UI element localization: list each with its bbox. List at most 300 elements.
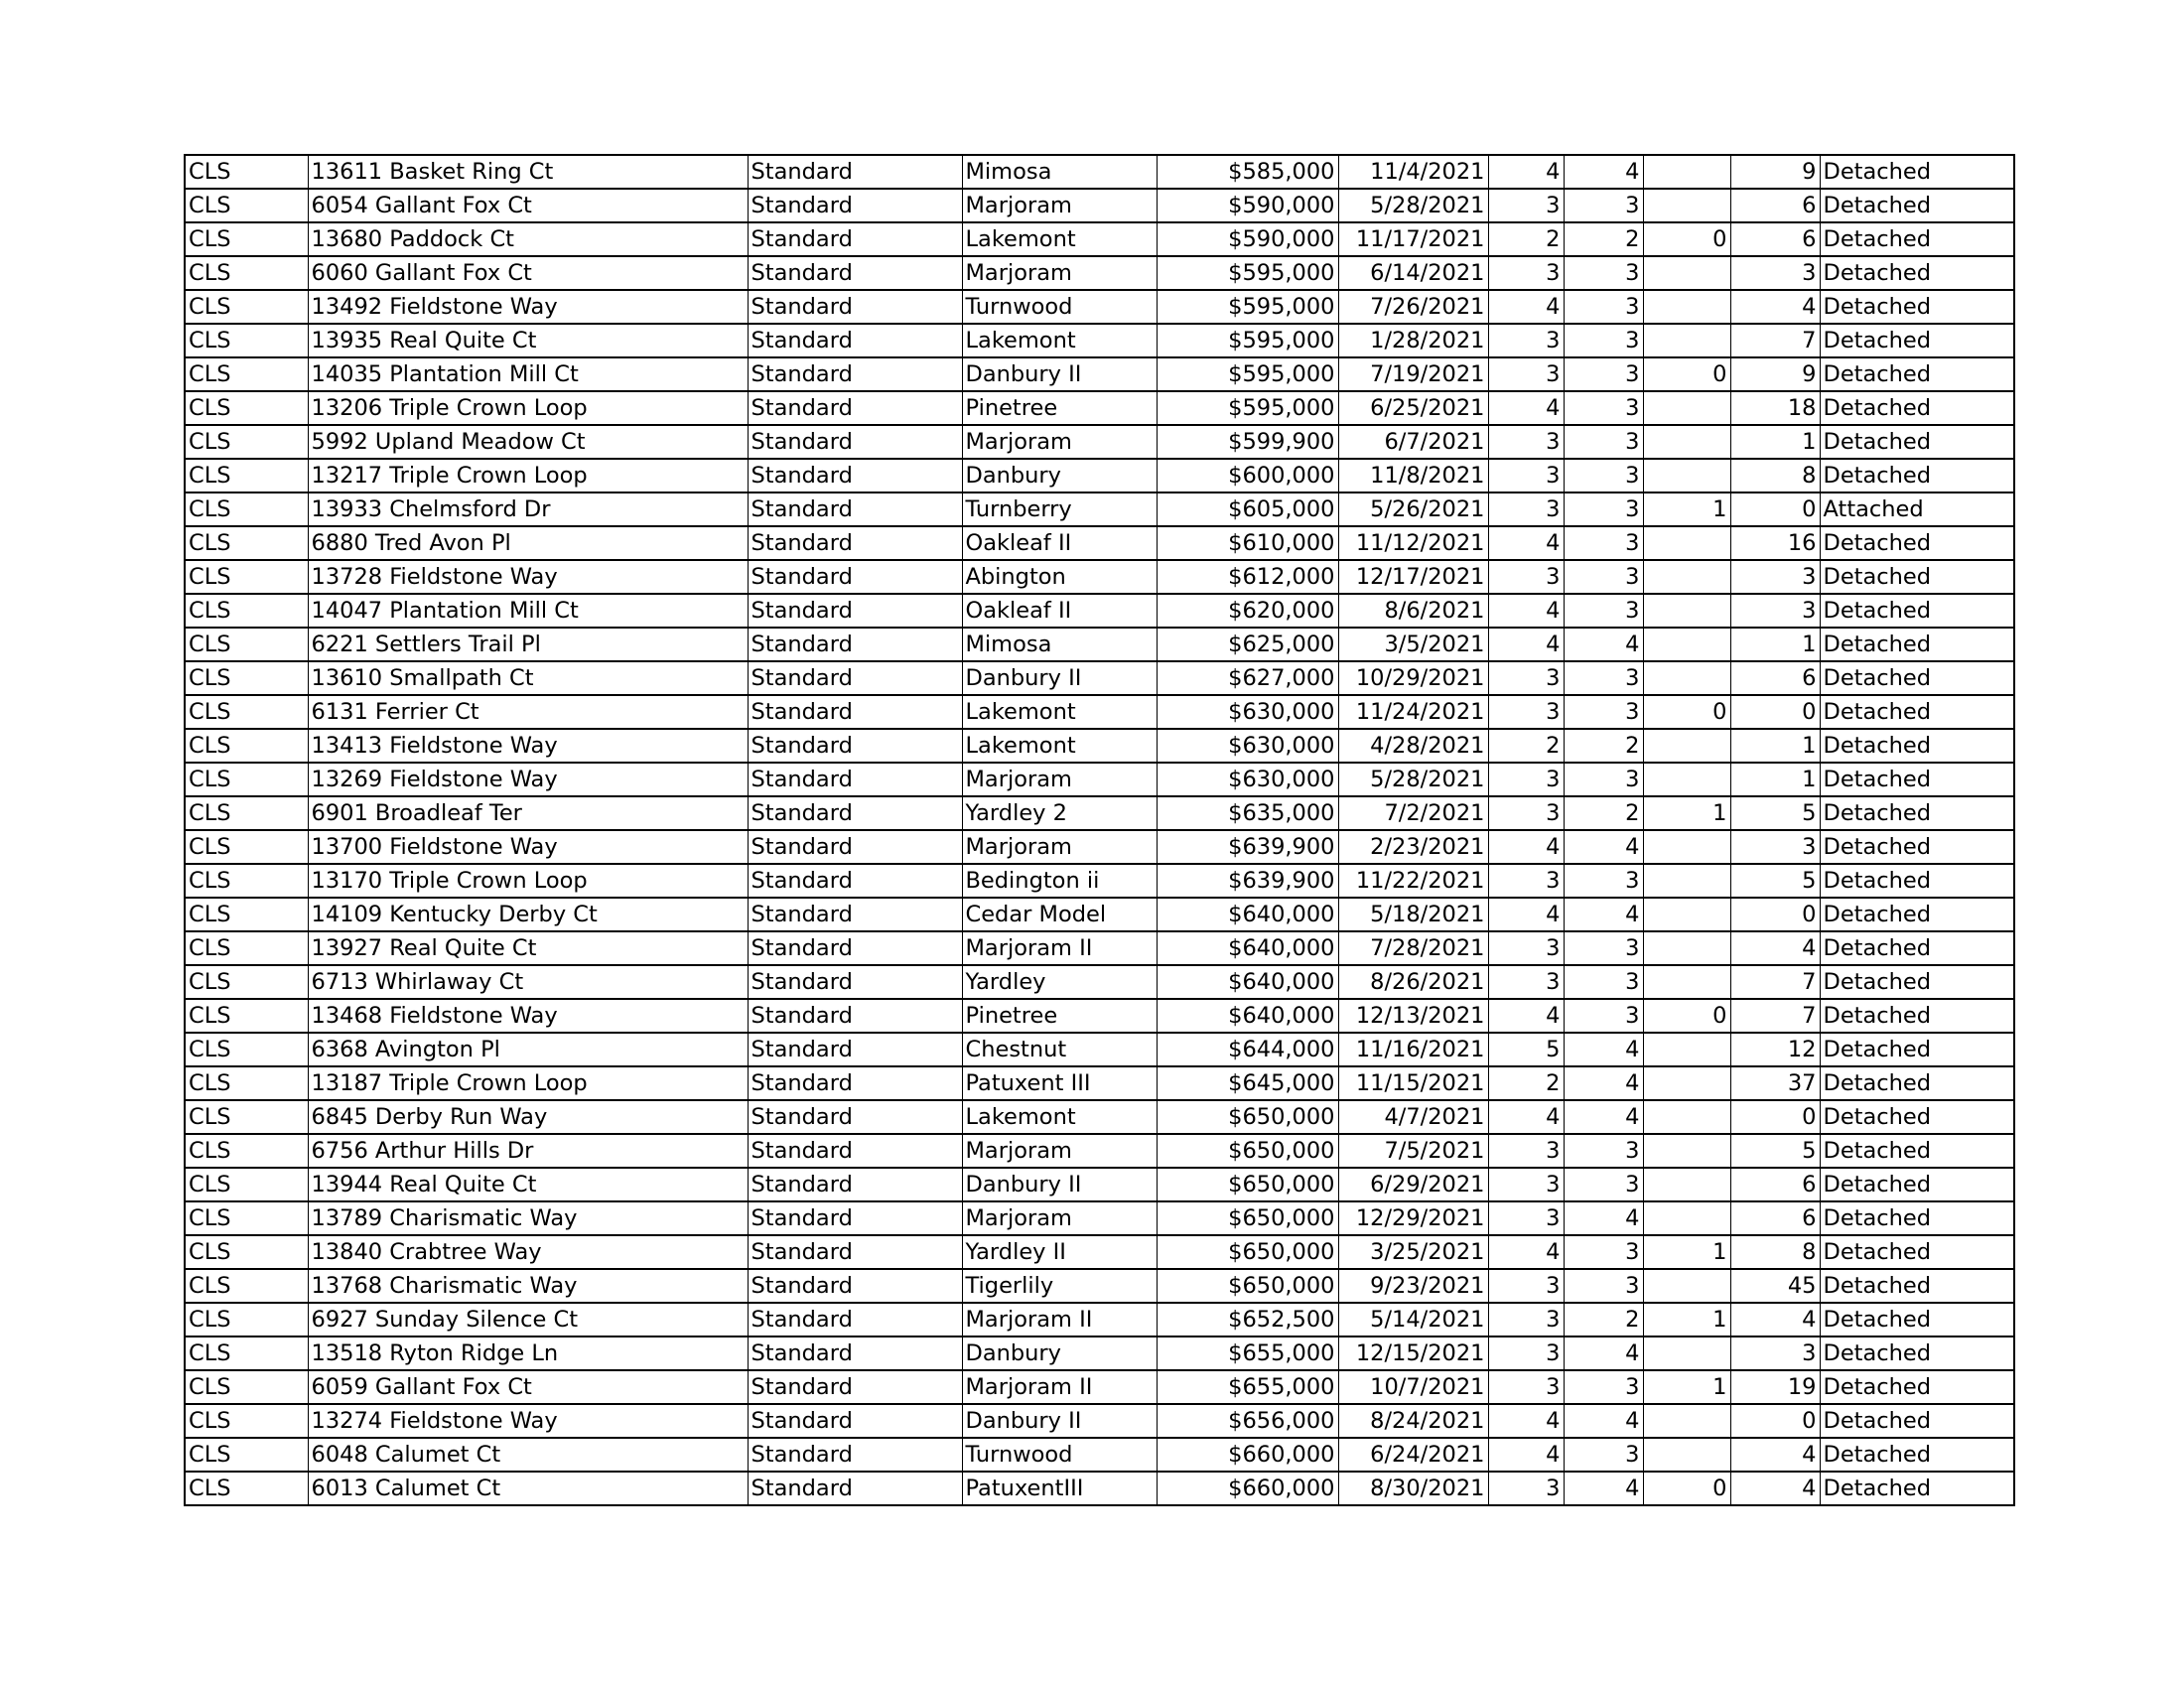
address-cell: 14035 Plantation Mill Ct (308, 357, 748, 391)
days-on-market-cell: 4 (1730, 931, 1820, 965)
address-cell: 13933 Chelmsford Dr (308, 492, 748, 526)
price-cell: $640,000 (1157, 931, 1338, 965)
date-cell: 4/28/2021 (1338, 729, 1488, 763)
address-cell: 13610 Smallpath Ct (308, 661, 748, 695)
area-code-cell: CLS (185, 830, 308, 864)
days-on-market-cell: 3 (1730, 594, 1820, 628)
area-code-cell: CLS (185, 425, 308, 459)
half-baths-cell (1643, 898, 1730, 931)
half-baths-cell (1643, 830, 1730, 864)
address-cell: 6713 Whirlaway Ct (308, 965, 748, 999)
bedrooms-cell: 4 (1488, 526, 1564, 560)
area-code-cell: CLS (185, 931, 308, 965)
area-code-cell: CLS (185, 628, 308, 661)
price-cell: $605,000 (1157, 492, 1338, 526)
model-cell: Pinetree (962, 999, 1157, 1033)
date-cell: 8/24/2021 (1338, 1404, 1488, 1438)
model-cell: Patuxent III (962, 1066, 1157, 1100)
table-row (185, 898, 2014, 931)
days-on-market-cell: 3 (1730, 1336, 1820, 1370)
model-cell: Turnberry (962, 492, 1157, 526)
style-cell: Detached (1820, 695, 2014, 729)
days-on-market-cell: 7 (1730, 324, 1820, 357)
half-baths-cell (1643, 729, 1730, 763)
bedrooms-cell: 3 (1488, 459, 1564, 492)
full-baths-cell: 3 (1564, 492, 1643, 526)
style-cell: Detached (1820, 357, 2014, 391)
area-code-cell: CLS (185, 1168, 308, 1201)
bedrooms-cell: 4 (1488, 830, 1564, 864)
days-on-market-cell: 0 (1730, 1404, 1820, 1438)
days-on-market-cell: 0 (1730, 1100, 1820, 1134)
model-cell: Tigerlily (962, 1269, 1157, 1303)
price-cell: $640,000 (1157, 898, 1338, 931)
date-cell: 5/18/2021 (1338, 898, 1488, 931)
style-cell: Detached (1820, 864, 2014, 898)
price-cell: $612,000 (1157, 560, 1338, 594)
full-baths-cell: 4 (1564, 1201, 1643, 1235)
style-cell: Detached (1820, 999, 2014, 1033)
days-on-market-cell: 16 (1730, 526, 1820, 560)
address-cell: 6059 Gallant Fox Ct (308, 1370, 748, 1404)
price-cell: $595,000 (1157, 391, 1338, 425)
sale-type-cell: Standard (748, 1235, 962, 1269)
price-cell: $639,900 (1157, 864, 1338, 898)
price-cell: $595,000 (1157, 290, 1338, 324)
model-cell: Marjoram II (962, 1370, 1157, 1404)
price-cell: $590,000 (1157, 222, 1338, 256)
days-on-market-cell: 3 (1730, 256, 1820, 290)
table-row (185, 1033, 2014, 1066)
price-cell: $645,000 (1157, 1066, 1338, 1100)
bedrooms-cell: 3 (1488, 1472, 1564, 1505)
days-on-market-cell: 3 (1730, 830, 1820, 864)
area-code-cell: CLS (185, 965, 308, 999)
full-baths-cell: 4 (1564, 1404, 1643, 1438)
model-cell: Yardley II (962, 1235, 1157, 1269)
style-cell: Detached (1820, 1303, 2014, 1336)
half-baths-cell: 0 (1643, 1472, 1730, 1505)
table-row (185, 1235, 2014, 1269)
days-on-market-cell: 18 (1730, 391, 1820, 425)
sale-type-cell: Standard (748, 1201, 962, 1235)
sale-type-cell: Standard (748, 1269, 962, 1303)
days-on-market-cell: 6 (1730, 189, 1820, 222)
style-cell: Detached (1820, 1066, 2014, 1100)
price-cell: $627,000 (1157, 661, 1338, 695)
table-row (185, 1134, 2014, 1168)
half-baths-cell (1643, 628, 1730, 661)
price-cell: $599,900 (1157, 425, 1338, 459)
bedrooms-cell: 4 (1488, 1100, 1564, 1134)
sale-type-cell: Standard (748, 459, 962, 492)
sale-type-cell: Standard (748, 898, 962, 931)
style-cell: Detached (1820, 628, 2014, 661)
sale-type-cell: Standard (748, 695, 962, 729)
full-baths-cell: 3 (1564, 560, 1643, 594)
address-cell: 13170 Triple Crown Loop (308, 864, 748, 898)
date-cell: 11/24/2021 (1338, 695, 1488, 729)
half-baths-cell: 1 (1643, 796, 1730, 830)
area-code-cell: CLS (185, 526, 308, 560)
address-cell: 13492 Fieldstone Way (308, 290, 748, 324)
area-code-cell: CLS (185, 1472, 308, 1505)
address-cell: 13840 Crabtree Way (308, 1235, 748, 1269)
date-cell: 11/16/2021 (1338, 1033, 1488, 1066)
bedrooms-cell: 4 (1488, 1438, 1564, 1472)
table-row (185, 864, 2014, 898)
half-baths-cell (1643, 155, 1730, 189)
days-on-market-cell: 1 (1730, 729, 1820, 763)
full-baths-cell: 3 (1564, 695, 1643, 729)
sale-type-cell: Standard (748, 965, 962, 999)
model-cell: Danbury II (962, 357, 1157, 391)
style-cell: Detached (1820, 560, 2014, 594)
half-baths-cell: 1 (1643, 1303, 1730, 1336)
area-code-cell: CLS (185, 1336, 308, 1370)
bedrooms-cell: 3 (1488, 324, 1564, 357)
model-cell: Lakemont (962, 1100, 1157, 1134)
sale-type-cell: Standard (748, 560, 962, 594)
style-cell: Detached (1820, 796, 2014, 830)
bedrooms-cell: 3 (1488, 1303, 1564, 1336)
full-baths-cell: 3 (1564, 425, 1643, 459)
model-cell: Marjoram (962, 425, 1157, 459)
model-cell: Lakemont (962, 729, 1157, 763)
sale-type-cell: Standard (748, 1066, 962, 1100)
half-baths-cell (1643, 763, 1730, 796)
area-code-cell: CLS (185, 459, 308, 492)
days-on-market-cell: 8 (1730, 1235, 1820, 1269)
model-cell: Yardley 2 (962, 796, 1157, 830)
bedrooms-cell: 3 (1488, 1201, 1564, 1235)
style-cell: Detached (1820, 189, 2014, 222)
date-cell: 1/28/2021 (1338, 324, 1488, 357)
model-cell: Mimosa (962, 155, 1157, 189)
table-row (185, 1168, 2014, 1201)
style-cell: Detached (1820, 1100, 2014, 1134)
style-cell: Detached (1820, 425, 2014, 459)
address-cell: 6756 Arthur Hills Dr (308, 1134, 748, 1168)
model-cell: Danbury (962, 459, 1157, 492)
full-baths-cell: 4 (1564, 1066, 1643, 1100)
half-baths-cell (1643, 256, 1730, 290)
half-baths-cell: 0 (1643, 222, 1730, 256)
date-cell: 5/14/2021 (1338, 1303, 1488, 1336)
table-row (185, 763, 2014, 796)
table-row (185, 1100, 2014, 1134)
area-code-cell: CLS (185, 391, 308, 425)
table-row (185, 1370, 2014, 1404)
address-cell: 6845 Derby Run Way (308, 1100, 748, 1134)
bedrooms-cell: 3 (1488, 560, 1564, 594)
bedrooms-cell: 2 (1488, 1066, 1564, 1100)
model-cell: Marjoram II (962, 1303, 1157, 1336)
price-cell: $656,000 (1157, 1404, 1338, 1438)
sales-table-page (184, 154, 2013, 1506)
address-cell: 6060 Gallant Fox Ct (308, 256, 748, 290)
area-code-cell: CLS (185, 155, 308, 189)
sale-type-cell: Standard (748, 425, 962, 459)
sale-type-cell: Standard (748, 492, 962, 526)
bedrooms-cell: 3 (1488, 1269, 1564, 1303)
price-cell: $660,000 (1157, 1472, 1338, 1505)
bedrooms-cell: 4 (1488, 594, 1564, 628)
days-on-market-cell: 0 (1730, 898, 1820, 931)
half-baths-cell (1643, 1100, 1730, 1134)
style-cell: Detached (1820, 222, 2014, 256)
sale-type-cell: Standard (748, 526, 962, 560)
sale-type-cell: Standard (748, 324, 962, 357)
model-cell: Marjoram (962, 830, 1157, 864)
price-cell: $652,500 (1157, 1303, 1338, 1336)
bedrooms-cell: 4 (1488, 1235, 1564, 1269)
area-code-cell: CLS (185, 1269, 308, 1303)
sale-type-cell: Standard (748, 1438, 962, 1472)
price-cell: $585,000 (1157, 155, 1338, 189)
area-code-cell: CLS (185, 560, 308, 594)
bedrooms-cell: 3 (1488, 189, 1564, 222)
area-code-cell: CLS (185, 324, 308, 357)
full-baths-cell: 3 (1564, 324, 1643, 357)
days-on-market-cell: 12 (1730, 1033, 1820, 1066)
style-cell: Detached (1820, 830, 2014, 864)
sale-type-cell: Standard (748, 931, 962, 965)
sale-type-cell: Standard (748, 256, 962, 290)
full-baths-cell: 3 (1564, 931, 1643, 965)
price-cell: $635,000 (1157, 796, 1338, 830)
full-baths-cell: 3 (1564, 256, 1643, 290)
area-code-cell: CLS (185, 661, 308, 695)
date-cell: 11/8/2021 (1338, 459, 1488, 492)
date-cell: 8/6/2021 (1338, 594, 1488, 628)
date-cell: 5/28/2021 (1338, 763, 1488, 796)
style-cell: Attached (1820, 492, 2014, 526)
date-cell: 11/22/2021 (1338, 864, 1488, 898)
model-cell: PatuxentIII (962, 1472, 1157, 1505)
half-baths-cell (1643, 864, 1730, 898)
area-code-cell: CLS (185, 1404, 308, 1438)
price-cell: $620,000 (1157, 594, 1338, 628)
table-row (185, 830, 2014, 864)
half-baths-cell: 1 (1643, 1235, 1730, 1269)
date-cell: 11/15/2021 (1338, 1066, 1488, 1100)
days-on-market-cell: 45 (1730, 1269, 1820, 1303)
table-row (185, 324, 2014, 357)
model-cell: Danbury (962, 1336, 1157, 1370)
table-row (185, 1066, 2014, 1100)
days-on-market-cell: 6 (1730, 222, 1820, 256)
full-baths-cell: 4 (1564, 1336, 1643, 1370)
full-baths-cell: 3 (1564, 763, 1643, 796)
full-baths-cell: 3 (1564, 1134, 1643, 1168)
days-on-market-cell: 6 (1730, 661, 1820, 695)
table-row (185, 999, 2014, 1033)
model-cell: Turnwood (962, 290, 1157, 324)
bedrooms-cell: 3 (1488, 1168, 1564, 1201)
style-cell: Detached (1820, 1033, 2014, 1066)
model-cell: Yardley (962, 965, 1157, 999)
model-cell: Lakemont (962, 222, 1157, 256)
bedrooms-cell: 3 (1488, 763, 1564, 796)
date-cell: 7/2/2021 (1338, 796, 1488, 830)
days-on-market-cell: 8 (1730, 459, 1820, 492)
model-cell: Lakemont (962, 324, 1157, 357)
table-row (185, 1336, 2014, 1370)
price-cell: $650,000 (1157, 1201, 1338, 1235)
style-cell: Detached (1820, 661, 2014, 695)
date-cell: 10/29/2021 (1338, 661, 1488, 695)
style-cell: Detached (1820, 1472, 2014, 1505)
model-cell: Turnwood (962, 1438, 1157, 1472)
bedrooms-cell: 3 (1488, 965, 1564, 999)
half-baths-cell (1643, 594, 1730, 628)
bedrooms-cell: 4 (1488, 898, 1564, 931)
full-baths-cell: 3 (1564, 357, 1643, 391)
date-cell: 5/28/2021 (1338, 189, 1488, 222)
half-baths-cell (1643, 526, 1730, 560)
price-cell: $630,000 (1157, 729, 1338, 763)
days-on-market-cell: 5 (1730, 864, 1820, 898)
model-cell: Lakemont (962, 695, 1157, 729)
date-cell: 4/7/2021 (1338, 1100, 1488, 1134)
model-cell: Marjoram (962, 256, 1157, 290)
address-cell: 6927 Sunday Silence Ct (308, 1303, 748, 1336)
address-cell: 13413 Fieldstone Way (308, 729, 748, 763)
half-baths-cell (1643, 1269, 1730, 1303)
full-baths-cell: 2 (1564, 222, 1643, 256)
bedrooms-cell: 2 (1488, 729, 1564, 763)
days-on-market-cell: 37 (1730, 1066, 1820, 1100)
style-cell: Detached (1820, 1370, 2014, 1404)
area-code-cell: CLS (185, 222, 308, 256)
table-row (185, 931, 2014, 965)
price-cell: $655,000 (1157, 1370, 1338, 1404)
area-code-cell: CLS (185, 256, 308, 290)
price-cell: $650,000 (1157, 1100, 1338, 1134)
model-cell: Danbury II (962, 1168, 1157, 1201)
table-row (185, 189, 2014, 222)
address-cell: 13206 Triple Crown Loop (308, 391, 748, 425)
table-row (185, 661, 2014, 695)
price-cell: $630,000 (1157, 763, 1338, 796)
model-cell: Bedington ii (962, 864, 1157, 898)
full-baths-cell: 3 (1564, 1235, 1643, 1269)
half-baths-cell (1643, 391, 1730, 425)
model-cell: Abington (962, 560, 1157, 594)
table-row (185, 695, 2014, 729)
style-cell: Detached (1820, 391, 2014, 425)
half-baths-cell: 0 (1643, 695, 1730, 729)
sale-type-cell: Standard (748, 594, 962, 628)
style-cell: Detached (1820, 594, 2014, 628)
area-code-cell: CLS (185, 1033, 308, 1066)
date-cell: 11/17/2021 (1338, 222, 1488, 256)
days-on-market-cell: 4 (1730, 1303, 1820, 1336)
address-cell: 13611 Basket Ring Ct (308, 155, 748, 189)
style-cell: Detached (1820, 155, 2014, 189)
sale-type-cell: Standard (748, 357, 962, 391)
style-cell: Detached (1820, 324, 2014, 357)
area-code-cell: CLS (185, 1066, 308, 1100)
style-cell: Detached (1820, 931, 2014, 965)
sale-type-cell: Standard (748, 189, 962, 222)
half-baths-cell (1643, 1033, 1730, 1066)
half-baths-cell: 1 (1643, 1370, 1730, 1404)
sale-type-cell: Standard (748, 1370, 962, 1404)
model-cell: Marjoram (962, 1201, 1157, 1235)
table-row (185, 492, 2014, 526)
price-cell: $590,000 (1157, 189, 1338, 222)
model-cell: Marjoram (962, 1134, 1157, 1168)
days-on-market-cell: 7 (1730, 965, 1820, 999)
price-cell: $610,000 (1157, 526, 1338, 560)
style-cell: Detached (1820, 729, 2014, 763)
area-code-cell: CLS (185, 864, 308, 898)
sale-type-cell: Standard (748, 1472, 962, 1505)
sale-type-cell: Standard (748, 1134, 962, 1168)
date-cell: 12/29/2021 (1338, 1201, 1488, 1235)
bedrooms-cell: 3 (1488, 864, 1564, 898)
full-baths-cell: 2 (1564, 796, 1643, 830)
table-row (185, 290, 2014, 324)
address-cell: 6013 Calumet Ct (308, 1472, 748, 1505)
table-row (185, 391, 2014, 425)
price-cell: $640,000 (1157, 999, 1338, 1033)
bedrooms-cell: 2 (1488, 222, 1564, 256)
address-cell: 13935 Real Quite Ct (308, 324, 748, 357)
price-cell: $650,000 (1157, 1134, 1338, 1168)
date-cell: 3/25/2021 (1338, 1235, 1488, 1269)
model-cell: Danbury II (962, 661, 1157, 695)
area-code-cell: CLS (185, 999, 308, 1033)
date-cell: 6/24/2021 (1338, 1438, 1488, 1472)
table-row (185, 796, 2014, 830)
bedrooms-cell: 3 (1488, 256, 1564, 290)
sale-type-cell: Standard (748, 222, 962, 256)
days-on-market-cell: 9 (1730, 357, 1820, 391)
sale-type-cell: Standard (748, 796, 962, 830)
bedrooms-cell: 4 (1488, 290, 1564, 324)
style-cell: Detached (1820, 290, 2014, 324)
half-baths-cell (1643, 1438, 1730, 1472)
address-cell: 6048 Calumet Ct (308, 1438, 748, 1472)
style-cell: Detached (1820, 965, 2014, 999)
area-code-cell: CLS (185, 763, 308, 796)
date-cell: 6/14/2021 (1338, 256, 1488, 290)
table-row (185, 459, 2014, 492)
half-baths-cell (1643, 425, 1730, 459)
full-baths-cell: 4 (1564, 1472, 1643, 1505)
address-cell: 6131 Ferrier Ct (308, 695, 748, 729)
price-cell: $595,000 (1157, 357, 1338, 391)
address-cell: 13518 Ryton Ridge Ln (308, 1336, 748, 1370)
date-cell: 2/23/2021 (1338, 830, 1488, 864)
date-cell: 6/7/2021 (1338, 425, 1488, 459)
address-cell: 13789 Charismatic Way (308, 1201, 748, 1235)
bedrooms-cell: 3 (1488, 425, 1564, 459)
bedrooms-cell: 4 (1488, 628, 1564, 661)
full-baths-cell: 3 (1564, 1438, 1643, 1472)
table-row (185, 222, 2014, 256)
price-cell: $655,000 (1157, 1336, 1338, 1370)
date-cell: 7/5/2021 (1338, 1134, 1488, 1168)
days-on-market-cell: 4 (1730, 1472, 1820, 1505)
table-row (185, 1438, 2014, 1472)
table-row (185, 155, 2014, 189)
date-cell: 6/25/2021 (1338, 391, 1488, 425)
date-cell: 7/28/2021 (1338, 931, 1488, 965)
